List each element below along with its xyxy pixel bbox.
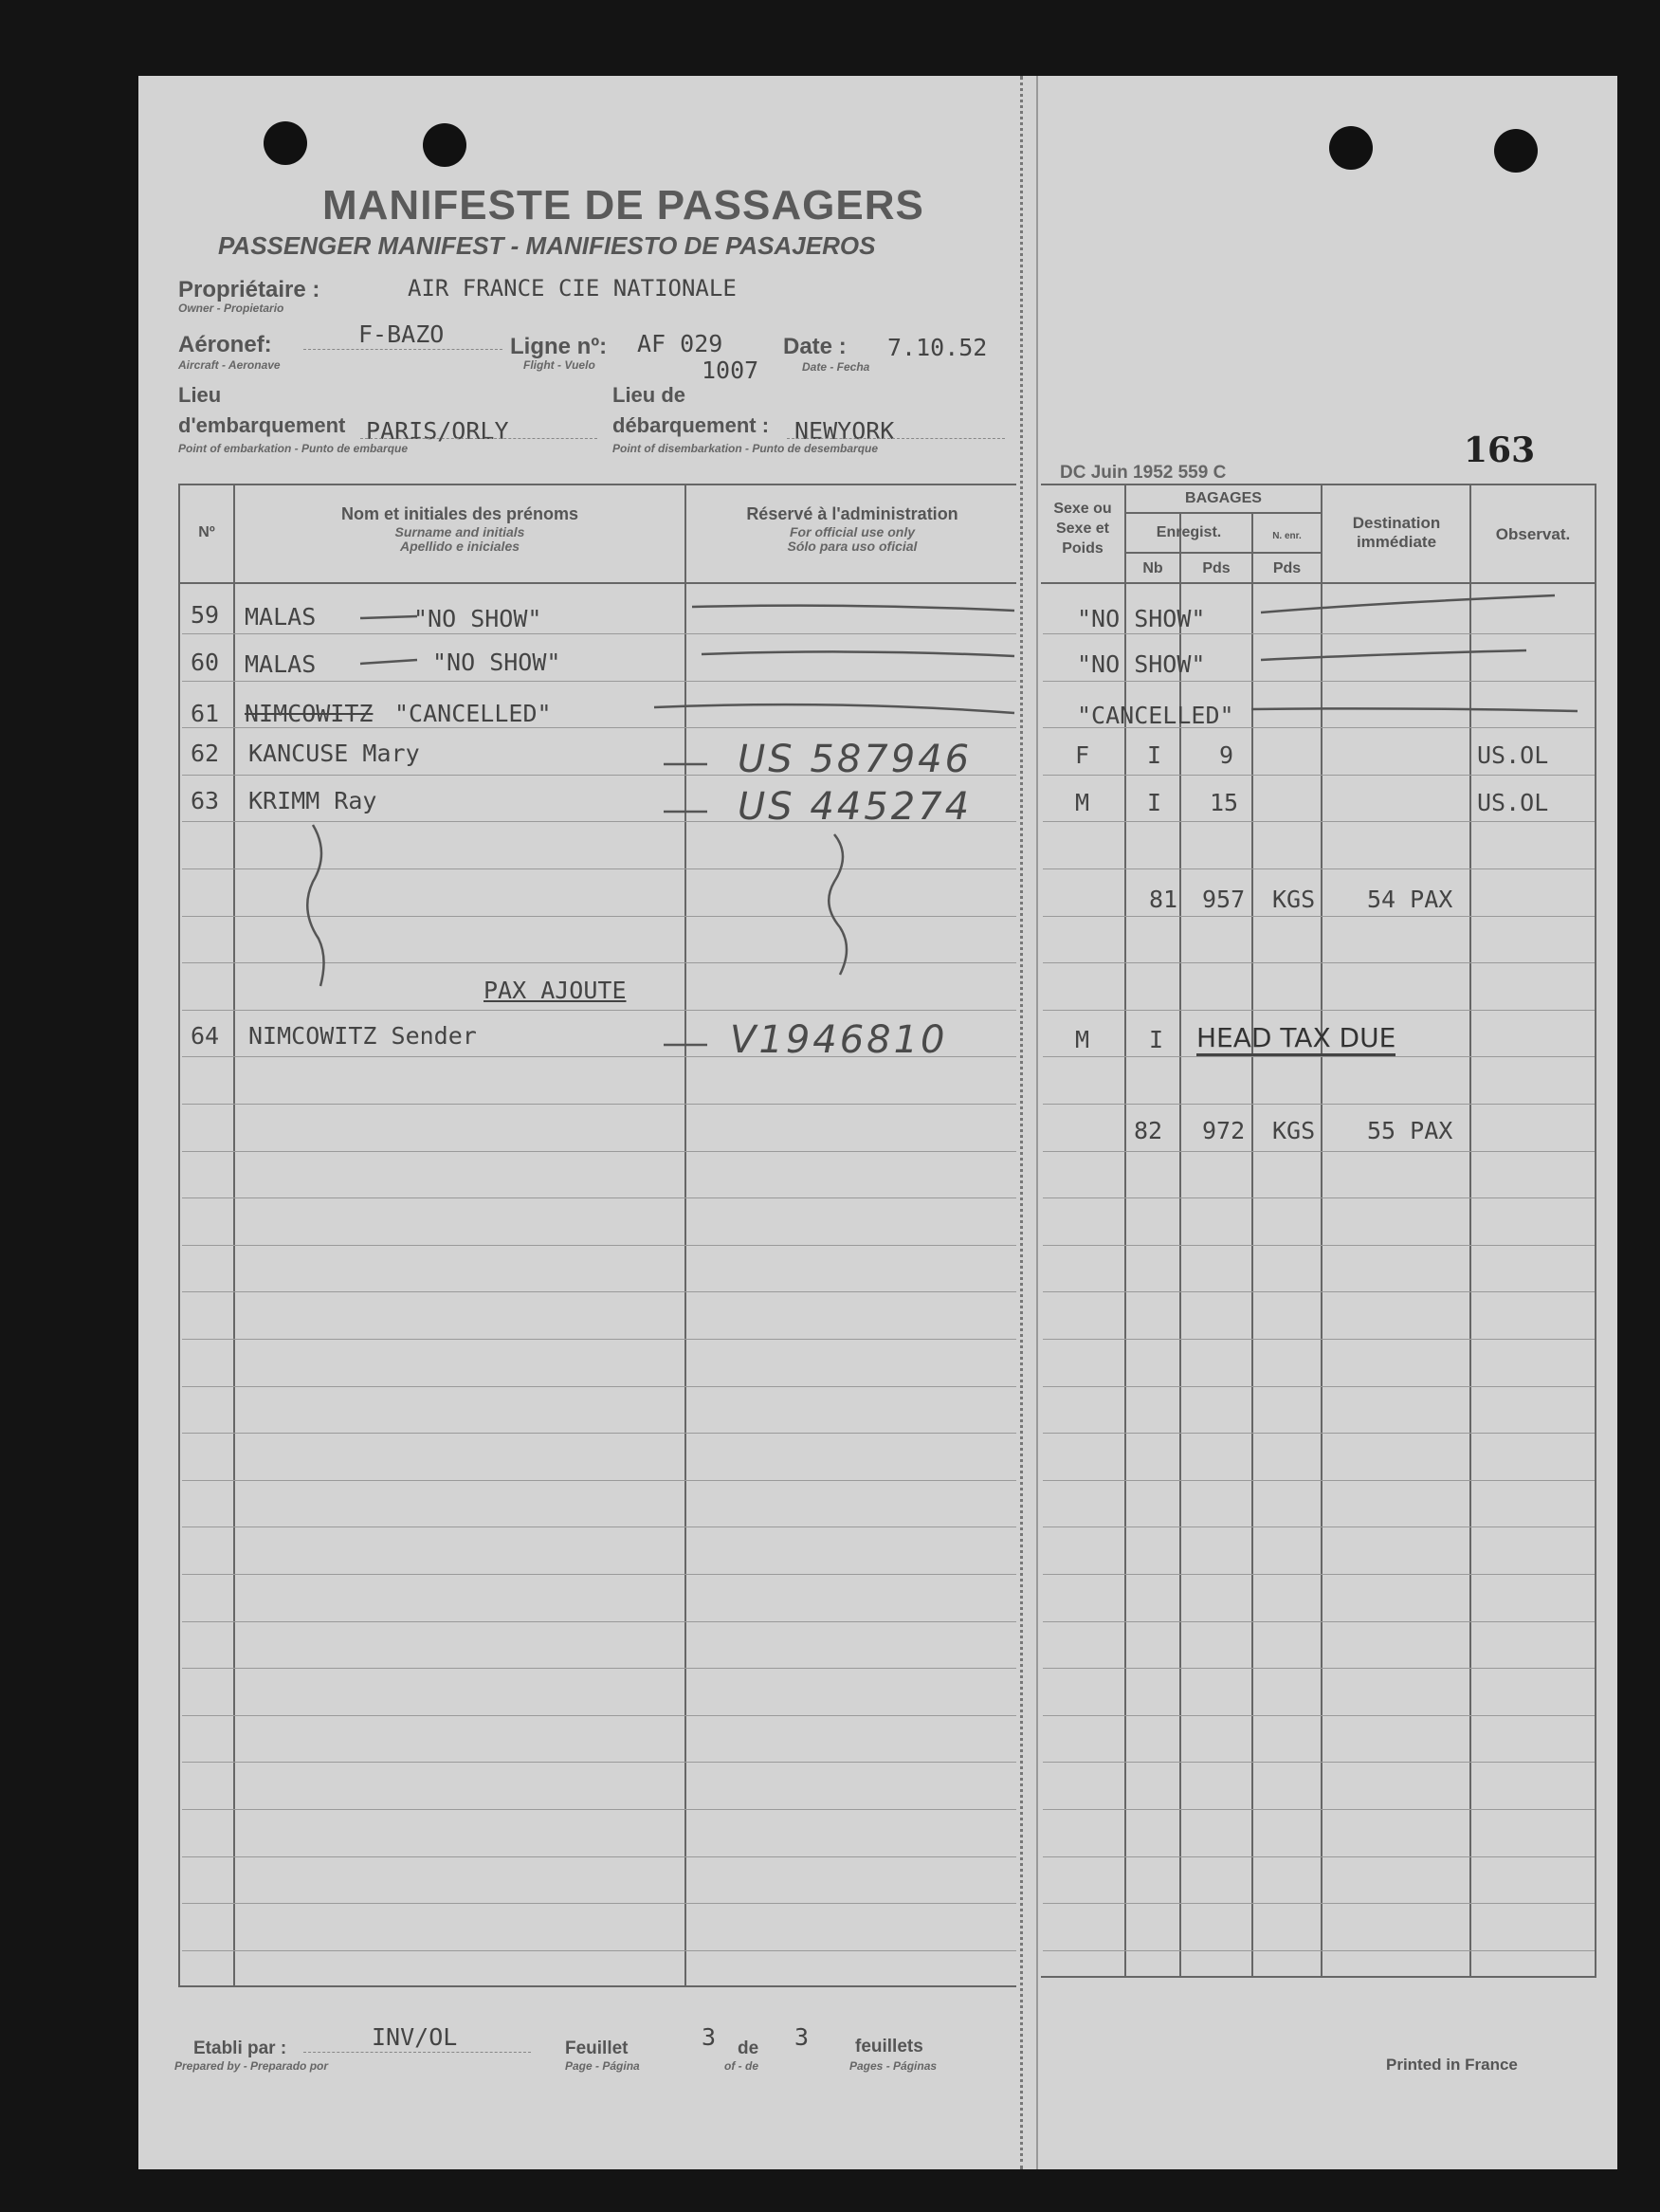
row-passport: V1946810: [730, 1018, 948, 1062]
prepared-value: INV/OL: [372, 2023, 458, 2051]
page-title: MANIFESTE DE PASSAGERS: [322, 182, 924, 229]
head-tax-note: HEAD TAX DUE: [1196, 1022, 1395, 1056]
owner-sub: Owner - Propietario: [178, 302, 284, 315]
pax-ajoute-label: PAX AJOUTE: [483, 977, 627, 1004]
sheet-label: Feuillet: [565, 2038, 629, 2058]
date-value: 7.10.52: [887, 334, 988, 361]
flight-sub: Flight - Vuelo: [523, 358, 595, 372]
row-no: 59: [191, 601, 220, 629]
row-bag-pds: 15: [1210, 789, 1239, 816]
flight-extra: 1007: [702, 356, 759, 384]
embark-label-1: Lieu: [178, 383, 222, 407]
of-value: 3: [794, 2023, 810, 2051]
subtotal-nb: 82: [1134, 1117, 1163, 1144]
row-sex: F: [1075, 741, 1090, 769]
row-passport: US 445274: [738, 785, 973, 829]
disembark-sub: Point of disembarkation - Punto de desembarque: [612, 442, 879, 455]
col-pds-header: Pds: [1202, 560, 1231, 576]
col-name-header: Nom et initiales des prénoms: [340, 504, 579, 523]
sheet-sub: Page - Página: [565, 2059, 640, 2073]
disembark-label-2: débarquement :: [612, 413, 770, 437]
flight-value: AF 029: [637, 330, 723, 357]
row-note: "CANCELLED": [394, 700, 552, 727]
row-sex: M: [1075, 1026, 1090, 1053]
prepared-underline: [303, 2052, 531, 2053]
row-no: 62: [191, 740, 220, 767]
row-bag-nb: I: [1147, 741, 1162, 769]
row-right-note: "NO SHOW": [1077, 650, 1206, 678]
footer-rule: [178, 1985, 1016, 1987]
col-nonenr-header: N. enr.: [1272, 531, 1302, 541]
of-label: de: [738, 2038, 759, 2058]
footer-rule-right: [1041, 1976, 1596, 1978]
pages-sub: Pages - Páginas: [849, 2059, 938, 2073]
of-sub: of - de: [724, 2059, 758, 2073]
flight-label: Ligne nº:: [510, 334, 608, 359]
row-name: MALAS: [245, 650, 317, 678]
row-name: NIMCOWITZ: [245, 700, 374, 727]
row-no: 64: [191, 1022, 220, 1050]
page-number: 163: [1464, 430, 1536, 470]
row-observ: US.OL: [1477, 789, 1549, 816]
row-bag-nb: I: [1147, 789, 1162, 816]
pages-label: feuillets: [855, 2037, 923, 2057]
embark-value: PARIS/ORLY: [366, 417, 509, 445]
prepared-sub: Prepared by - Preparado por: [174, 2059, 329, 2073]
row-passport: US 587946: [738, 738, 973, 781]
row-bag-pds: 9: [1219, 741, 1234, 769]
date-label: Date :: [783, 334, 847, 359]
col-sex-header: Sexe ou Sexe et Poids: [1053, 501, 1112, 557]
col-name-sub-2: Apellido e iniciales: [399, 539, 520, 554]
subtotal-nb: 81: [1149, 886, 1178, 913]
col-pds2-header: Pds: [1272, 560, 1302, 576]
disembark-value: NEWYORK: [794, 417, 895, 445]
form-code: DC Juin 1952 559 C: [1060, 463, 1227, 483]
subtotal-pds: 972: [1202, 1117, 1246, 1144]
subtotal-pax: 54 PAX: [1367, 886, 1453, 913]
col-nb-header: Nb: [1142, 560, 1163, 576]
row-note: "NO SHOW": [413, 605, 542, 632]
row-bag-nb: I: [1149, 1026, 1164, 1053]
col-admin-sub-1: For official use only: [790, 524, 915, 539]
disembark-label-1: Lieu de: [612, 383, 686, 407]
row-right-note: "CANCELLED": [1077, 702, 1234, 729]
subtotal-pax: 55 PAX: [1367, 1117, 1453, 1144]
subtotal-kgs: KGS: [1272, 1117, 1316, 1144]
embark-sub: Point of embarkation - Punto de embarque: [178, 442, 409, 455]
col-enregist-header: Enregist.: [1156, 524, 1222, 540]
col-observ-header: Observat.: [1495, 525, 1571, 543]
aircraft-label: Aéronef:: [178, 332, 272, 357]
owner-label: Propriétaire :: [178, 277, 320, 302]
row-name: KANCUSE Mary: [248, 740, 420, 767]
sheet-value: 3: [702, 2023, 717, 2051]
printed-in: Printed in France: [1386, 2056, 1518, 2074]
page-subtitle: PASSENGER MANIFEST - MANIFIESTO DE PASAJEROS: [218, 231, 876, 260]
row-observ: US.OL: [1477, 741, 1549, 769]
row-sex: M: [1075, 789, 1090, 816]
owner-value: AIR FRANCE CIE NATIONALE: [408, 275, 737, 302]
embark-label-2: d'embarquement: [178, 413, 346, 437]
aircraft-value: F-BAZO: [358, 320, 445, 348]
col-destination-header: Destination immédiate: [1352, 514, 1441, 551]
row-right-note: "NO SHOW": [1077, 605, 1206, 632]
date-sub: Date - Fecha: [802, 360, 870, 374]
prepared-label: Etabli par :: [193, 2038, 287, 2058]
aircraft-sub: Aircraft - Aeronave: [178, 358, 281, 372]
col-admin-sub-2: Sólo para uso oficial: [787, 539, 918, 554]
subtotal-pds: 957: [1202, 886, 1246, 913]
col-admin-header: Réservé à l'administration: [746, 504, 958, 523]
row-note: "NO SHOW": [432, 649, 561, 676]
col-name-sub-1: Surname and initials: [394, 524, 525, 539]
row-name: KRIMM Ray: [248, 787, 377, 814]
row-name: MALAS: [245, 603, 317, 631]
row-name: NIMCOWITZ Sender: [248, 1022, 477, 1050]
row-no: 63: [191, 787, 220, 814]
row-no: 60: [191, 649, 220, 676]
subtotal-kgs: KGS: [1272, 886, 1316, 913]
col-bagages-header: BAGAGES: [1185, 490, 1262, 506]
col-no-header: Nº: [198, 524, 215, 540]
row-no: 61: [191, 700, 220, 727]
